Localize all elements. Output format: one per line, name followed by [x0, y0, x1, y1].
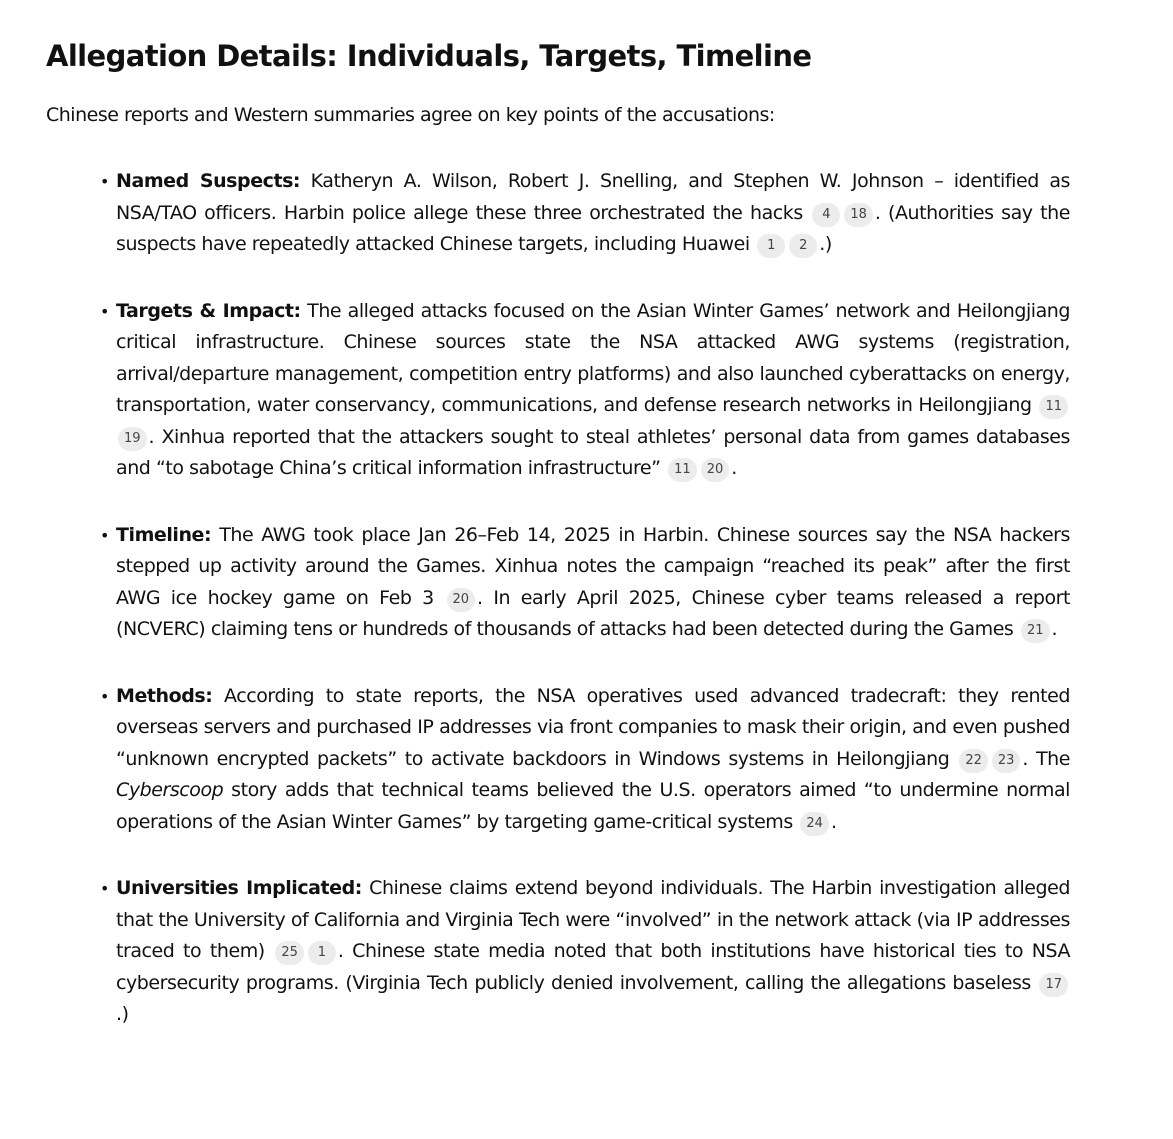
citation-badge[interactable]: 24: [800, 812, 829, 836]
item-text: .: [1051, 618, 1058, 640]
citation-badge[interactable]: 23: [992, 749, 1021, 773]
item-text: Katheryn A. Wilson, Robert J. Snelling, and Stephen W. Johnson – identified as NSA/TAO officers. Harbin police allege these three orchestrated the hacks: [116, 170, 1070, 224]
list-item-timeline: [100, 520, 1071, 646]
item-text: . The: [1022, 747, 1070, 770]
item-lead: Universities Implicated:: [116, 877, 362, 899]
bullet-icon: •: [100, 686, 109, 706]
bullet-icon: •: [100, 301, 109, 321]
item-text: Chinese claims extend beyond individuals. The Harbin investigation alleged that the University of California and Virginia Tech were “involved” in the network attack (via IP addresses traced to them): [116, 877, 1071, 962]
list-item-methods: [100, 681, 1070, 839]
citation-badge[interactable]: 1: [308, 941, 336, 965]
item-lead: Targets & Impact:: [116, 299, 301, 322]
bullet-icon: •: [100, 525, 109, 545]
citation-badge[interactable]: 21: [1021, 619, 1050, 643]
citation-badge[interactable]: 20: [447, 588, 476, 612]
item-text: story adds that technical teams believed the U.S. operators aimed “to undermine normal operations of the Asian Winter Games” by targeting game-critical systems: [116, 779, 1070, 833]
citation-badge[interactable]: 11: [668, 458, 697, 482]
citation-badge[interactable]: 20: [701, 458, 730, 482]
item-text: . In early April 2025, Chinese cyber teams released a report (NCVERC) claiming tens or hundreds of thousands of attacks had been detected during the Games: [116, 586, 1071, 640]
citation-badge[interactable]: 1: [757, 234, 785, 258]
list-item-named-suspects: [100, 166, 1070, 261]
citation-badge[interactable]: 19: [118, 427, 147, 451]
item-text: . (Authorities say the suspects have repeatedly attacked Chinese targets, including Huawei: [116, 201, 1070, 255]
section-heading: Allegation Details: Individuals, Targets, Timeline: [46, 39, 812, 73]
item-text: .): [819, 233, 832, 255]
item-text: According to state reports, the NSA operatives used advanced tradecraft: they rented overseas servers and purchased IP addresses via front companies to mask their origin, and even pushed “unknown encrypted packets” to activate backdoors in Windows systems in Heilongjiang: [116, 684, 1070, 770]
citation-badge[interactable]: 11: [1039, 395, 1068, 419]
bullet-icon: •: [100, 172, 109, 191]
item-text: .: [830, 810, 837, 833]
publication-name: Cyberscoop: [116, 779, 224, 801]
citation-badge[interactable]: 25: [275, 941, 304, 965]
item-text: The AWG took place Jan 26–Feb 14, 2025 in Harbin. Chinese sources say the NSA hackers stepped up activity around the Games. Xinhua notes the campaign “reached its peak” after the first AWG ice hockey game on Feb 3: [116, 523, 1070, 609]
citation-badge[interactable]: 4: [812, 203, 840, 227]
citation-badge[interactable]: 2: [789, 234, 817, 258]
citation-badge[interactable]: 17: [1039, 973, 1068, 997]
item-text: . Chinese state media noted that both institutions have historical ties to NSA cybersecurity programs. (Virginia Tech publicly denied involvement, calling the allegations baseless: [116, 940, 1070, 994]
bullet-icon: •: [100, 879, 109, 898]
item-lead: Methods:: [116, 684, 213, 707]
item-text: . Xinhua reported that the attackers sought to steal athletes’ personal data from games databases and “to sabotage China’s critical information infrastructure”: [116, 425, 1070, 479]
allegation-list: [46, 166, 1070, 1031]
item-text: The alleged attacks focused on the Asian Winter Games’ network and Heilongjiang critical infrastructure. Chinese sources state the NSA attacked AWG systems (registration, arrival/departure management, competition entry platforms) and also launched cyberattacks on energy, transportation, water conservancy, communications, and defense research networks in Heilongjiang: [116, 299, 1070, 416]
list-item-universities-implicated: [100, 873, 1071, 1031]
citation-badge[interactable]: 22: [959, 749, 988, 773]
item-text: .): [116, 1003, 129, 1025]
citation-badge[interactable]: 18: [844, 203, 873, 227]
list-item-targets-impact: [100, 296, 1070, 485]
item-lead: Timeline:: [116, 523, 212, 546]
item-text: .: [731, 457, 737, 479]
intro-paragraph: Chinese reports and Western summaries agree on key points of the accusations:: [46, 104, 775, 126]
item-lead: Named Suspects:: [116, 170, 301, 192]
